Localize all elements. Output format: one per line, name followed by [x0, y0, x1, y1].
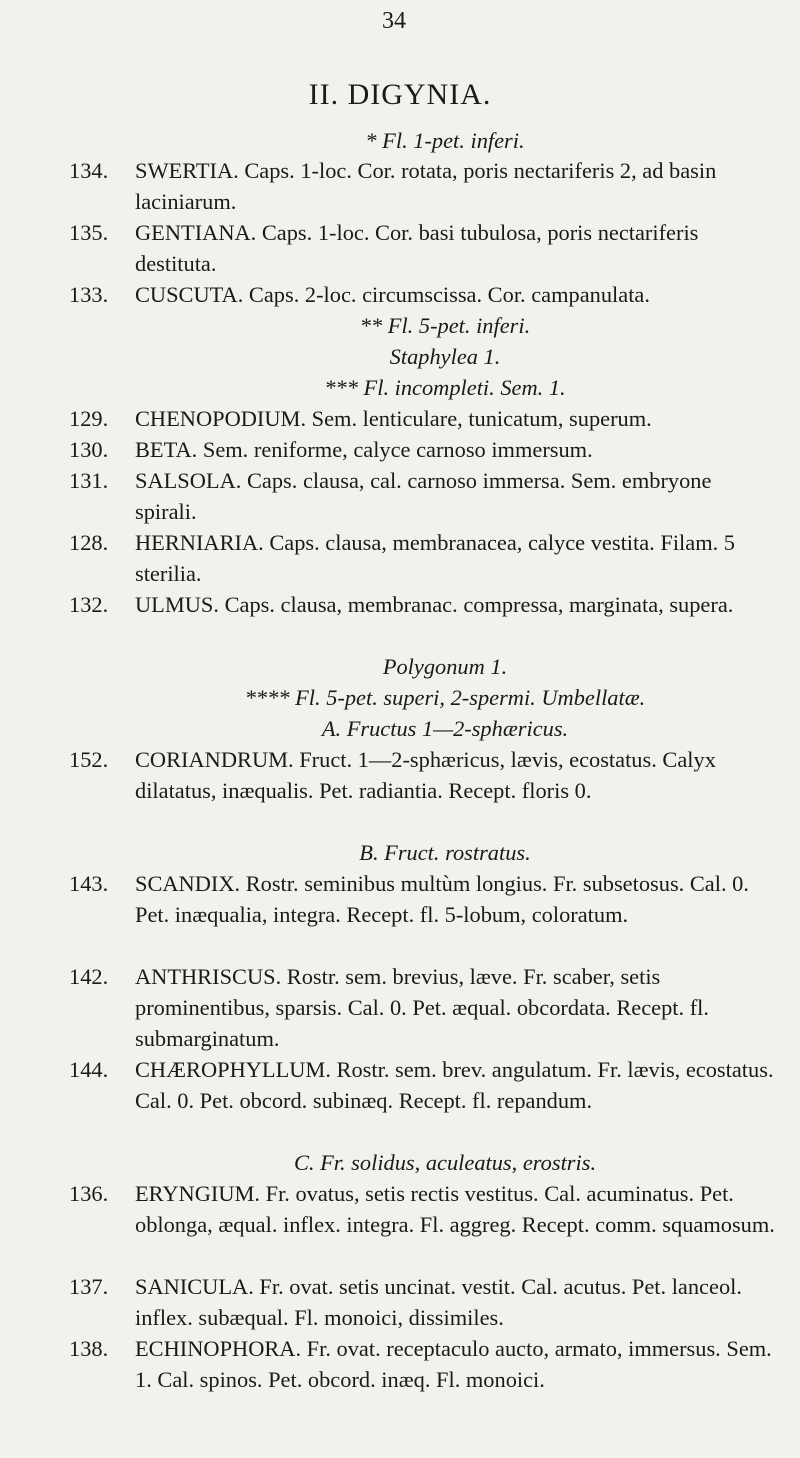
entry-scandix — [69, 868, 775, 930]
entry-salsola — [69, 465, 775, 527]
entry-number: 134. — [69, 158, 109, 183]
entry-text: CHENOPODIUM. Sem. lenticulare, tunicatum, superum. — [135, 406, 652, 431]
entry-coriandrum — [69, 744, 775, 806]
entry-number: 138. — [69, 1336, 109, 1361]
subheading-4a: A. Fructus 1—2-sphæricus. — [321, 716, 569, 741]
entry-anthriscus — [69, 961, 775, 1054]
entry-number: 142. — [69, 964, 109, 989]
entry-text: SWERTIA. Caps. 1-loc. Cor. rotata, poris nectariferis 2, ad basin laciniarum. — [135, 158, 717, 214]
entry-number: 137. — [69, 1274, 109, 1299]
subheading-2-note: Staphylea 1. — [389, 344, 501, 369]
entry-number: 136. — [69, 1181, 109, 1206]
entry-text: SCANDIX. Rostr. seminibus multùm longius. Fr. subsetosus. Cal. 0. Pet. inæqualia, integra. Recept. fl. 5-lobum, coloratum. — [135, 871, 749, 927]
subheading-2: ** Fl. 5-pet. inferi. — [359, 313, 531, 338]
entry-text: SALSOLA. Caps. clausa, cal. carnoso immersa. Sem. embryone spirali. — [135, 468, 712, 524]
entry-text: ERYNGIUM. Fr. ovatus, setis rectis vestitus. Cal. acuminatus. Pet. oblonga, æqual. inflex. integra. Fl. aggreg. Recept. comm. squamosum. — [135, 1181, 775, 1237]
entry-text: ULMUS. Caps. clausa, membranac. compressa, marginata, supera. — [135, 592, 734, 617]
subheading-4b: B. Fruct. rostratus. — [359, 840, 531, 865]
entry-beta — [69, 434, 775, 465]
entry-text: BETA. Sem. reniforme, calyce carnoso immersum. — [135, 437, 593, 462]
subheading-4: **** Fl. 5-pet. superi, 2-spermi. Umbellatæ. — [244, 685, 646, 710]
entry-number: 128. — [69, 530, 109, 555]
entry-number: 129. — [69, 406, 109, 431]
entry-chaerophyllum — [69, 1054, 775, 1116]
entry-number: 152. — [69, 747, 109, 772]
subheading-3: *** Fl. incompleti. Sem. 1. — [324, 375, 566, 400]
entry-text: ECHINOPHORA. Fr. ovat. receptaculo aucto, armato, immersus. Sem. 1. Cal. spinos. Pet. obcord. inæq. Fl. monoici. — [135, 1336, 772, 1392]
entry-number: 131. — [69, 468, 109, 493]
entry-number: 135. — [69, 220, 109, 245]
entry-ulmus — [69, 589, 775, 620]
entry-chenopodium — [69, 403, 775, 434]
entry-number: 132. — [69, 592, 109, 617]
entry-echinophora — [69, 1333, 775, 1395]
page-number: 34 — [382, 8, 406, 34]
entry-text: GENTIANA. Caps. 1-loc. Cor. basi tubulosa, poris nectariferis destituta. — [135, 220, 699, 276]
entry-text: CHÆROPHYLLUM. Rostr. sem. brev. angulatum. Fr. lævis, ecostatus. Cal. 0. Pet. obcord. subinæq. Recept. fl. repandum. — [135, 1057, 774, 1113]
entry-number: 130. — [69, 437, 109, 462]
entry-sanicula — [69, 1271, 775, 1333]
entry-text: CUSCUTA. Caps. 2-loc. circumscissa. Cor. campanulata. — [135, 282, 650, 307]
section-heading: II. DIGYNIA. — [308, 78, 492, 111]
entry-text: ANTHRISCUS. Rostr. sem. brevius, læve. Fr. scaber, setis prominentibus, sparsis. Cal. 0. Pet. æqual. obcordata. Recept. fl. submarginatum. — [135, 964, 709, 1051]
entry-cuscuta — [69, 279, 775, 310]
entry-number: 133. — [69, 282, 109, 307]
entry-eryngium — [69, 1178, 775, 1240]
entry-number: 144. — [69, 1057, 109, 1082]
entry-swertia — [69, 155, 775, 217]
entry-number: 143. — [69, 871, 109, 896]
subheading-1: * Fl. 1-pet. inferi. — [365, 128, 525, 153]
entry-text: SANICULA. Fr. ovat. setis uncinat. vestit. Cal. acutus. Pet. lanceol. inflex. subæqual. Fl. monoici, dissimiles. — [135, 1274, 742, 1330]
entry-text: HERNIARIA. Caps. clausa, membranacea, calyce vestita. Filam. 5 sterilia. — [135, 530, 735, 586]
subheading-3-note: Polygonum 1. — [382, 654, 508, 679]
entry-text: CORIANDRUM. Fruct. 1—2-sphæricus, lævis, ecostatus. Calyx dilatatus, inæqualis. Pet. radiantia. Recept. floris 0. — [135, 747, 716, 803]
entry-gentiana — [69, 217, 775, 279]
subheading-4c: C. Fr. solidus, aculeatus, erostris. — [293, 1150, 597, 1175]
entry-herniaria — [69, 527, 775, 589]
